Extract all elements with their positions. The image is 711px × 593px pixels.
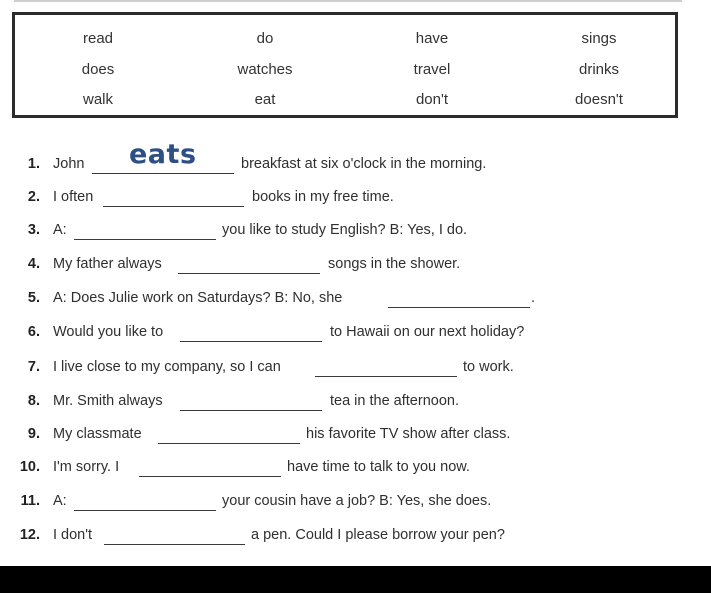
exercise-item bbox=[0, 393, 711, 417]
exercise-text-after: to Hawaii on our next holiday? bbox=[330, 324, 525, 340]
exercise-text-after: your cousin have a job? B: Yes, she does. bbox=[222, 493, 492, 509]
exercise-number: 10. bbox=[19, 459, 40, 475]
handwritten-answer: eats bbox=[129, 139, 197, 170]
bottom-black-bar bbox=[0, 566, 711, 593]
word-bank-word: drinks bbox=[578, 61, 620, 78]
exercise-item bbox=[0, 290, 711, 314]
word-bank-word: sings bbox=[581, 30, 617, 47]
exercise-text-after: songs in the shower. bbox=[328, 256, 461, 272]
exercise-item bbox=[0, 222, 711, 246]
exercise-item bbox=[0, 256, 711, 280]
exercise-number: 9. bbox=[27, 426, 40, 442]
word-bank-word: have bbox=[415, 30, 449, 47]
exercise-text-before: I'm sorry. I bbox=[53, 459, 120, 475]
exercise-number: 3. bbox=[27, 222, 40, 238]
exercise-text-after: books in my free time. bbox=[252, 189, 394, 205]
exercise-number: 2. bbox=[27, 189, 40, 205]
answer-blank[interactable] bbox=[139, 476, 281, 477]
word-bank-word: walk bbox=[82, 91, 114, 108]
exercise-item bbox=[0, 139, 711, 180]
word-bank-word: travel bbox=[413, 61, 451, 78]
word-bank-word: don't bbox=[415, 91, 449, 108]
word-bank-word: watches bbox=[237, 61, 293, 78]
exercise-number: 4. bbox=[27, 256, 40, 272]
exercise-text-before: Would you like to bbox=[53, 324, 164, 340]
exercise-item bbox=[0, 459, 711, 483]
exercise-item bbox=[0, 493, 711, 517]
answer-blank[interactable] bbox=[104, 544, 245, 545]
exercise-item bbox=[0, 359, 711, 383]
exercise-item bbox=[0, 324, 711, 348]
answer-blank[interactable] bbox=[103, 206, 244, 207]
word-bank-word: read bbox=[82, 30, 114, 47]
exercise-text-before: John bbox=[53, 156, 85, 172]
exercise-number: 6. bbox=[27, 324, 40, 340]
exercise-text-before: My classmate bbox=[53, 426, 142, 442]
word-bank-word: does bbox=[81, 61, 115, 78]
exercise-item bbox=[0, 527, 711, 551]
answer-blank[interactable] bbox=[178, 273, 320, 274]
exercise-text-after: have time to talk to you now. bbox=[287, 459, 470, 475]
answer-blank[interactable] bbox=[180, 410, 322, 411]
exercise-text-before: I don't bbox=[53, 527, 93, 543]
exercise-text-before: My father always bbox=[53, 256, 162, 272]
exercise-text-after: his favorite TV show after class. bbox=[306, 426, 511, 442]
word-bank-word: do bbox=[256, 30, 274, 47]
exercise-text-after: to work. bbox=[463, 359, 514, 375]
exercise-item bbox=[0, 426, 711, 450]
exercise-text-before: I often bbox=[53, 189, 94, 205]
word-bank-word: eat bbox=[254, 91, 276, 108]
exercise-number: 7. bbox=[27, 359, 40, 375]
word-bank-word: doesn't bbox=[575, 91, 623, 108]
exercise-number: 8. bbox=[27, 393, 40, 409]
exercise-text-before: A: bbox=[53, 222, 67, 238]
exercise-text-before: Mr. Smith always bbox=[53, 393, 163, 409]
answer-blank[interactable] bbox=[180, 341, 322, 342]
answer-blank[interactable] bbox=[74, 510, 216, 511]
answer-blank[interactable] bbox=[74, 239, 216, 240]
top-divider bbox=[14, 0, 682, 2]
exercise-number: 5. bbox=[27, 290, 40, 306]
exercise-text-before: A: bbox=[53, 493, 67, 509]
answer-blank[interactable] bbox=[158, 443, 300, 444]
exercise-number: 11. bbox=[20, 493, 40, 509]
exercise-text-before: I live close to my company, so I can bbox=[53, 359, 281, 375]
answer-blank[interactable] bbox=[388, 307, 530, 308]
exercise-number: 12. bbox=[19, 527, 40, 543]
exercise-number: 1. bbox=[27, 156, 40, 172]
exercise-text-after: breakfast at six o'clock in the morning. bbox=[241, 156, 487, 172]
exercise-text-after: a pen. Could I please borrow your pen? bbox=[251, 527, 505, 543]
exercise-text-after: . bbox=[531, 290, 536, 306]
exercise-item bbox=[0, 189, 711, 213]
answer-blank[interactable] bbox=[315, 376, 457, 377]
exercise-text-after: you like to study English? B: Yes, I do. bbox=[222, 222, 468, 238]
answer-blank[interactable] bbox=[92, 173, 234, 174]
exercise-text-before: A: Does Julie work on Saturdays? B: No, she bbox=[53, 290, 343, 306]
word-bank bbox=[12, 12, 678, 118]
exercise-text-after: tea in the afternoon. bbox=[330, 393, 459, 409]
